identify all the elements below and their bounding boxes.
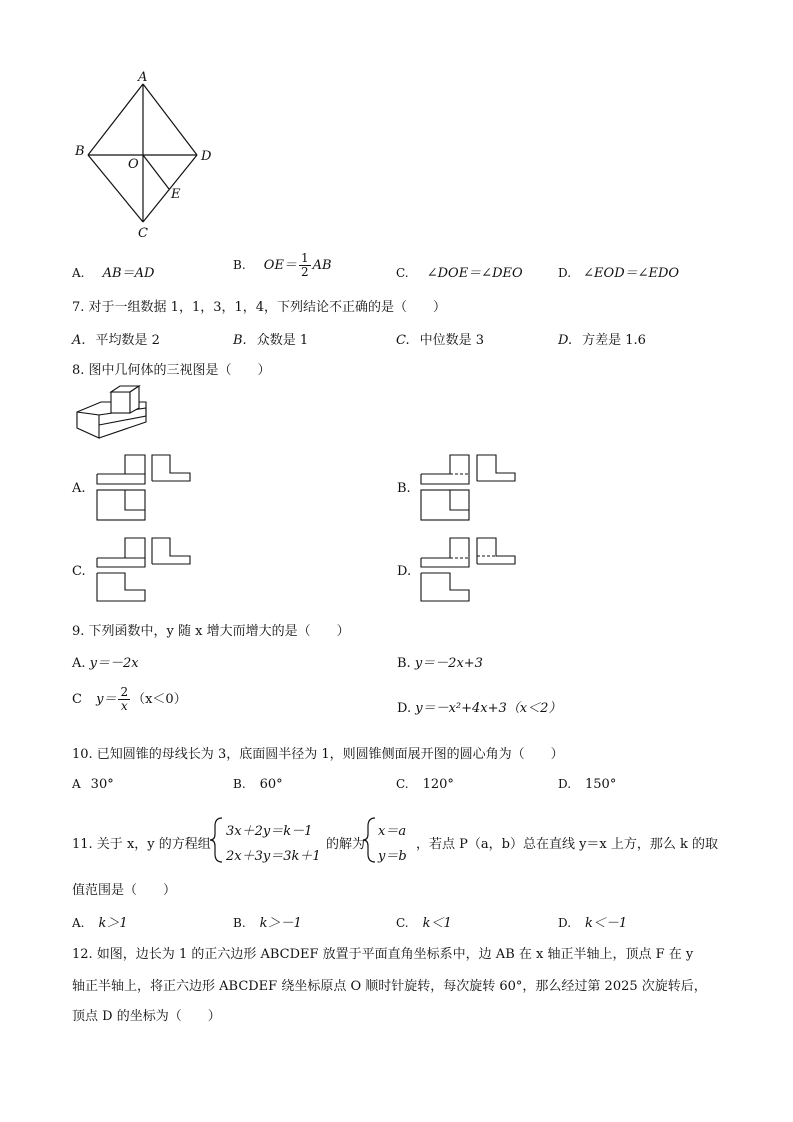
q9-stem: 9. 下列函数中，y 随 x 增大而增大的是（ ） bbox=[72, 624, 350, 639]
q7-option-a[interactable]: A. 平均数是 2 bbox=[72, 333, 160, 348]
label-O: O bbox=[128, 157, 139, 172]
label-C: C bbox=[138, 226, 148, 241]
q8-option-c-label[interactable]: C. bbox=[72, 564, 86, 579]
q7-option-b[interactable]: B. 众数是 1 bbox=[233, 333, 309, 348]
label-B: B bbox=[75, 144, 85, 159]
q11-solution-1: x＝a bbox=[378, 824, 407, 839]
q8-option-a-label[interactable]: A. bbox=[72, 481, 86, 496]
option-rhs: AB bbox=[312, 258, 332, 273]
q8-stem: 8. 图中几何体的三视图是（ ） bbox=[72, 363, 271, 378]
q7-option-c[interactable]: C. 中位数是 3 bbox=[396, 333, 485, 348]
fraction-one-half: $\frac{1}{2}$ bbox=[300, 251, 309, 279]
q11-option-c[interactable]: C. k＜1 bbox=[396, 916, 452, 931]
label-E: E bbox=[171, 187, 181, 202]
q11-option-a[interactable]: A. k＞1 bbox=[72, 916, 128, 931]
option-letter: C. bbox=[396, 266, 409, 280]
q9-option-c[interactable]: C y＝ $\frac{2}{x}$ （x＜0） bbox=[72, 685, 187, 713]
q11-option-d[interactable]: D. k＜－1 bbox=[558, 916, 628, 931]
q12-line3: 顶点 D 的坐标为（ ） bbox=[72, 1009, 221, 1024]
q11-option-b[interactable]: B. k＞－1 bbox=[233, 916, 302, 931]
option-text: AB＝AD bbox=[102, 266, 155, 281]
q8-option-b-label[interactable]: B. bbox=[397, 481, 411, 496]
q11-equation-2: 2x＋3y＝3k＋1 bbox=[226, 849, 321, 864]
q9-option-d[interactable]: D. y＝－x²+4x+3（x＜2） bbox=[397, 701, 562, 716]
q11-line2: 值范围是（ ） bbox=[72, 883, 177, 898]
q7-option-d[interactable]: D. 方差是 1.6 bbox=[558, 333, 646, 348]
q11-equation-1: 3x＋2y＝k－1 bbox=[226, 824, 313, 839]
q12-line1: 12. 如图，边长为 1 的正六边形 ABCDEF 放置于平面直角坐标系中，边 AB 在 x 轴正半轴上，顶点 F 在 y bbox=[72, 947, 694, 962]
q10-option-a[interactable]: A 30° bbox=[72, 777, 114, 792]
q11-middle: 的解为 bbox=[326, 837, 366, 852]
q11-solution-2: y＝b bbox=[378, 849, 407, 864]
q10-option-c[interactable]: C. 120° bbox=[396, 777, 454, 792]
fraction-two-over-x: $\frac{2}{x}$ bbox=[120, 685, 129, 713]
q11-prefix: 11. 关于 x，y 的方程组 bbox=[72, 837, 211, 852]
option-letter: B. bbox=[233, 258, 246, 272]
option-letter: A. bbox=[72, 266, 85, 280]
q9-option-a[interactable]: A. y＝－2x bbox=[72, 656, 139, 671]
q12-line2: 轴正半轴上，将正六边形 ABCDEF 绕坐标原点 O 顺时针旋转，每次旋转 60°，那么经过第 2025 次旋转后， bbox=[72, 979, 707, 994]
q11-suffix: ，若点 P（a，b）总在直线 y＝x 上方，那么 k 的取 bbox=[416, 837, 719, 852]
q9-option-b[interactable]: B. y＝－2x+3 bbox=[397, 656, 483, 671]
q10-stem: 10. 已知圆锥的母线长为 3，底面圆半径为 1，则圆锥侧面展开图的圆心角为（ ） bbox=[72, 747, 564, 762]
option-letter: D. bbox=[558, 266, 572, 280]
option-text: ∠EOD＝∠EDO bbox=[583, 266, 680, 281]
q8-option-d-label[interactable]: D. bbox=[397, 564, 412, 579]
label-D: D bbox=[201, 149, 212, 164]
q7-stem: 7. 对于一组数据 1，1，3，1，4，下列结论不正确的是（ ） bbox=[72, 300, 447, 315]
q10-option-b[interactable]: B. 60° bbox=[233, 777, 283, 792]
label-A: A bbox=[138, 70, 148, 85]
option-text: ∠DOE＝∠DEO bbox=[426, 266, 523, 281]
q10-option-d[interactable]: D. 150° bbox=[558, 777, 617, 792]
option-lhs: OE＝ bbox=[263, 258, 297, 273]
